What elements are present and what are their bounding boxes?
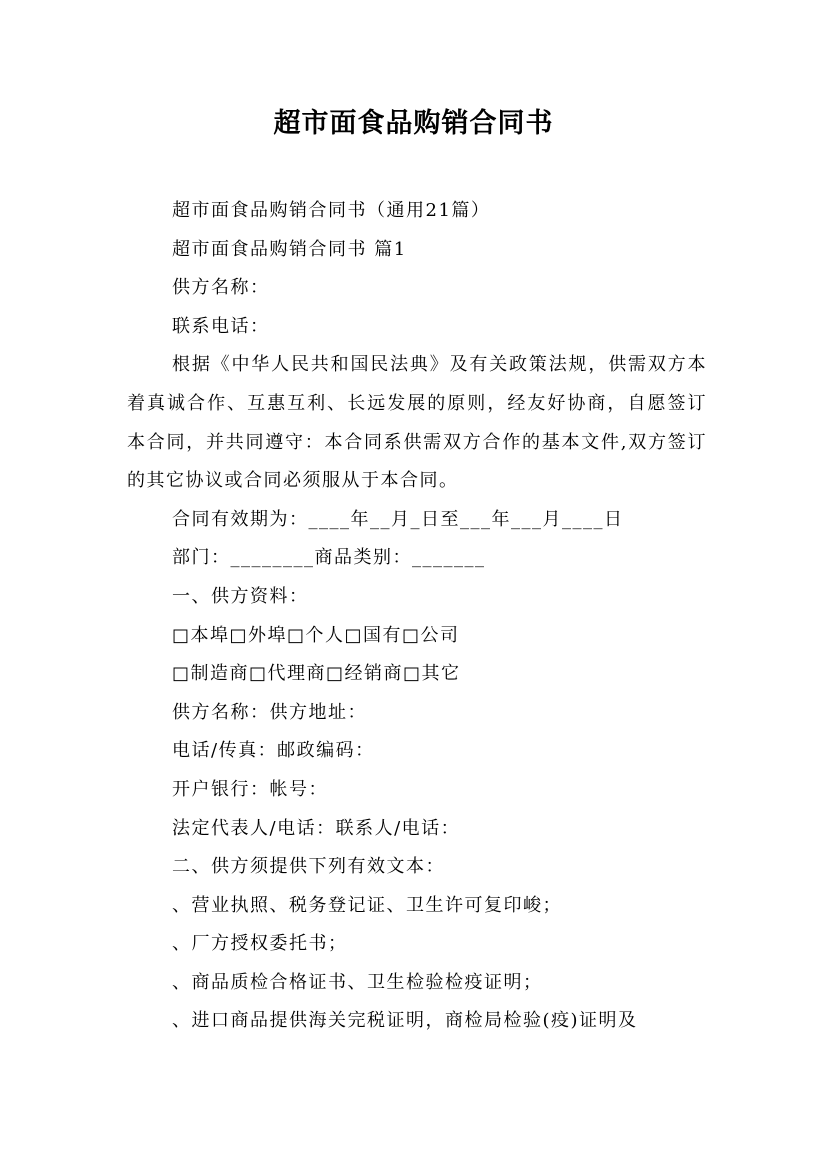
paragraph-legal-representative: 法定代表人/电话：联系人/电话： <box>172 817 461 839</box>
document-title: 超市面食品购销合同书 <box>273 108 554 139</box>
paragraph-supplier-type-options: □本埠□外埠□个人□国有□公司 <box>172 624 460 646</box>
paragraph-supplier-role-options: □制造商□代理商□经销商□其它 <box>172 663 461 685</box>
paragraph-contact-phone: 联系电话： <box>172 315 270 337</box>
paragraph-supplier-address: 供方名称：供方地址： <box>172 701 367 723</box>
paragraph-documents-item-1: 、营业执照、税务登记证、卫生许可复印峻； <box>172 894 562 916</box>
paragraph-department: 部门：________商品类别：_______ <box>172 547 486 569</box>
paragraph-phone-fax: 电话/传真：邮政编码： <box>172 740 375 762</box>
paragraph-documents-item-4: 、进口商品提供海关完税证明，商检局检验(疫)证明及 <box>172 1010 638 1032</box>
paragraph-subtitle: 超市面食品购销合同书（通用21篇） <box>172 200 491 221</box>
paragraph-supplier-info-heading: 一、供方资料： <box>172 585 309 607</box>
paragraph-documents-item-2: 、厂方授权委托书； <box>172 933 348 955</box>
paragraph-preamble: 根据《中华人民共和国民法典》及有关政策法规，供需双方本着真诚合作、互惠互利、长远发展的原则，经友好协商，自愿签订本合同，并共同遵守：本合同系供需双方合作的基本文件,双方签订的其它协议或合同必须服从于本合同。 <box>127 354 707 492</box>
paragraph-bank-account: 开户银行：帐号： <box>172 778 328 800</box>
paragraph-supplier-name: 供方名称： <box>172 277 270 299</box>
paragraph-section-heading: 超市面食品购销合同书 篇1 <box>172 238 407 260</box>
paragraph-validity-period: 合同有效期为：____年__月_日至___年___月____日 <box>172 508 624 530</box>
paragraph-documents-heading: 二、供方须提供下列有效文本： <box>172 856 445 878</box>
paragraph-documents-item-3: 、商品质检合格证书、卫生检验检疫证明； <box>172 971 543 993</box>
document-body <box>127 192 707 1041</box>
